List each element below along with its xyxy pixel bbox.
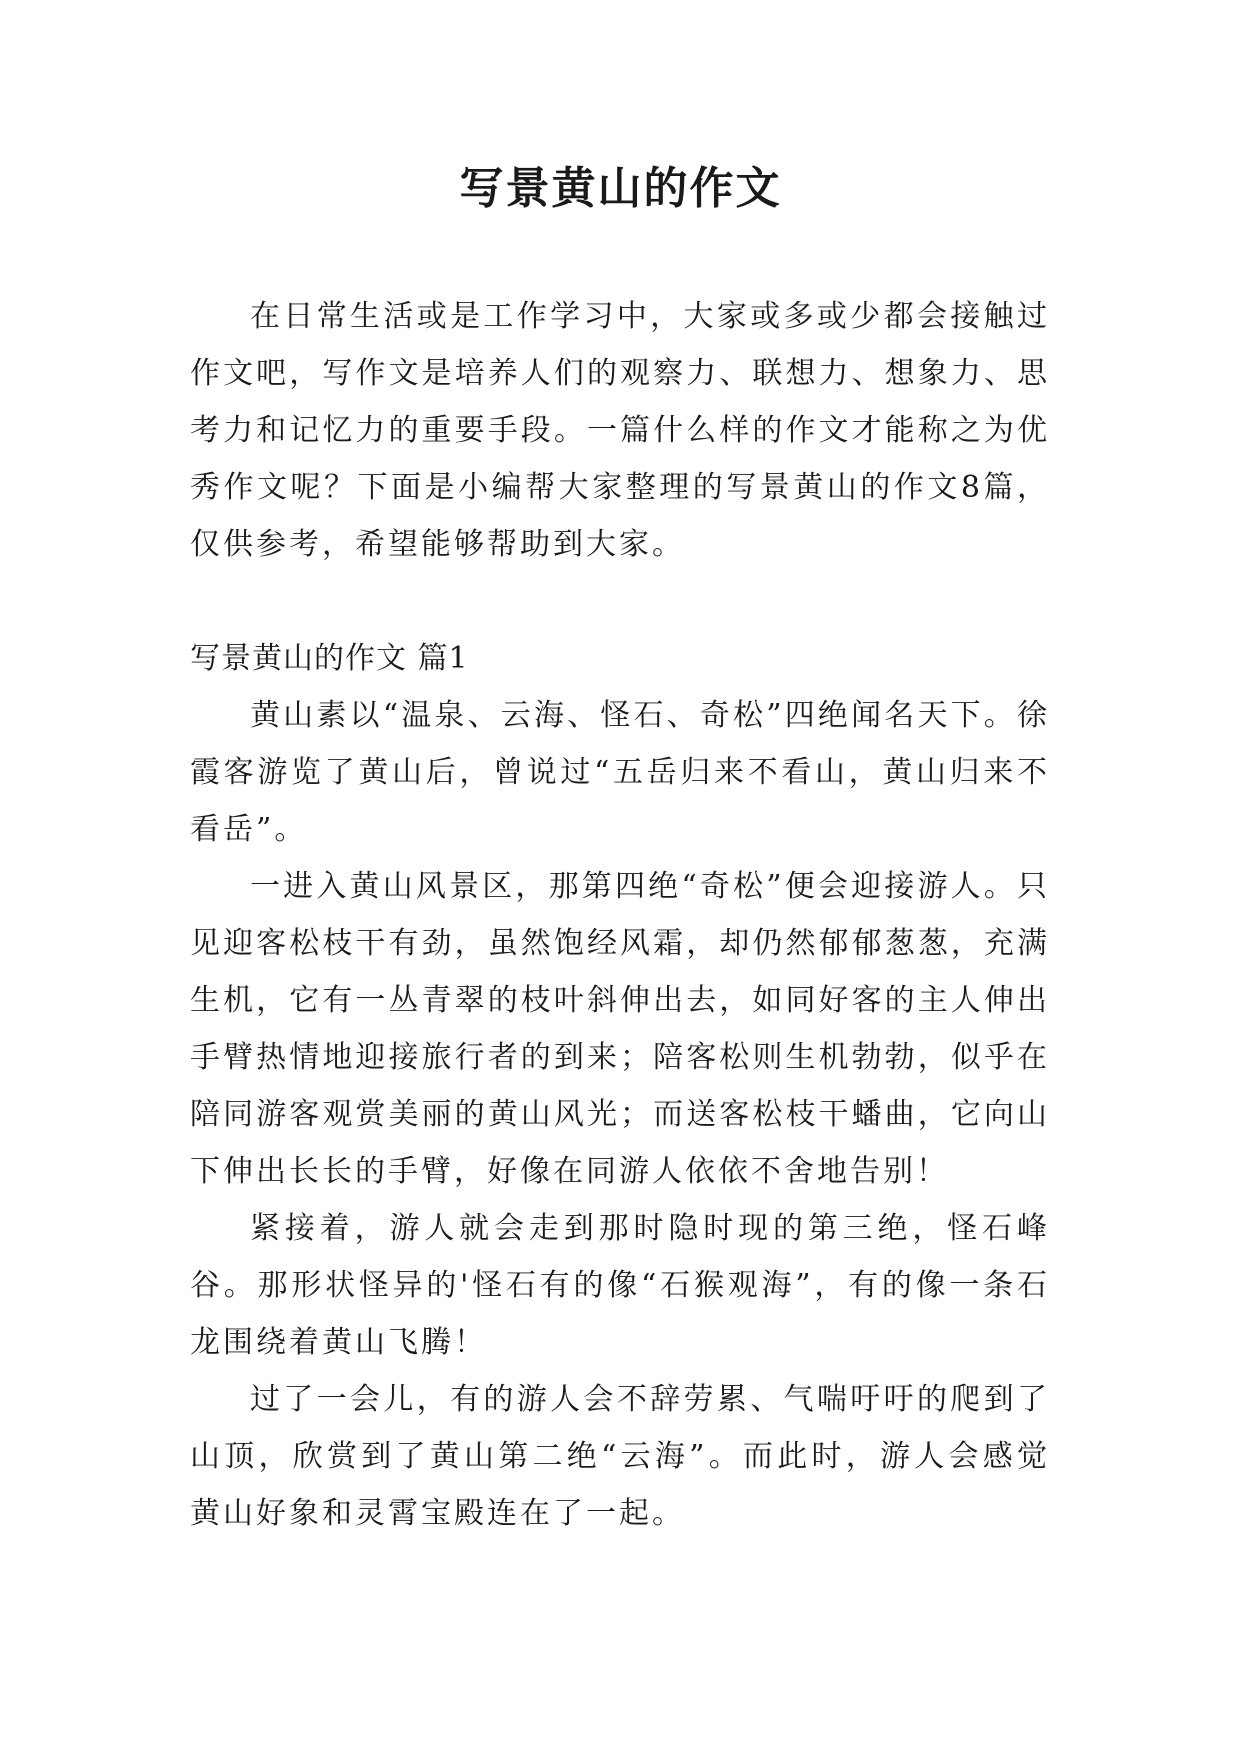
paragraph-1: 黄山素以“温泉、云海、怪石、奇松”四绝闻名天下。徐霞客游览了黄山后，曾说过“五岳归来不看山，黄山归来不看岳”。 (190, 698, 1050, 847)
paragraph-3: 紧接着，游人就会走到那时隐时现的第三绝，怪石峰谷。那形状怪异的'怪石有的像“石猴观海”，有的像一条石龙围绕着黄山飞腾！ (190, 1211, 1050, 1360)
page-title: 写景黄山的作文 (459, 163, 782, 214)
section-heading: 写景黄山的作文 篇1 (190, 641, 469, 676)
document-body (190, 288, 1050, 1542)
paragraph-2: 一进入黄山风景区，那第四绝“奇松”便会迎接游人。只见迎客松枝干有劲，虽然饱经风霜，却仍然郁郁葱葱，充满生机，它有一丛青翠的枝叶斜伸出去，如同好客的主人伸出手臂热情地迎接旅行者的到来；陪客松则生机勃勃，似乎在陪同游客观赏美丽的黄山风光；而送客松枝干蟠曲，它向山下伸出长长的手臂，好像在同游人依依不舍地告别！ (190, 869, 1050, 1189)
paragraph-4: 过了一会儿，有的游人会不辞劳累、气喘吁吁的爬到了山顶，欣赏到了黄山第二绝“云海”。而此时，游人会感觉黄山好象和灵霄宝殿连在了一起。 (190, 1382, 1050, 1531)
intro-paragraph: 在日常生活或是工作学习中，大家或多或少都会接触过作文吧，写作文是培养人们的观察力、联想力、想象力、思考力和记忆力的重要手段。一篇什么样的作文才能称之为优秀作文呢？下面是小编帮大家整理的写景黄山的作文8篇，仅供参考，希望能够帮助到大家。 (190, 299, 1050, 562)
